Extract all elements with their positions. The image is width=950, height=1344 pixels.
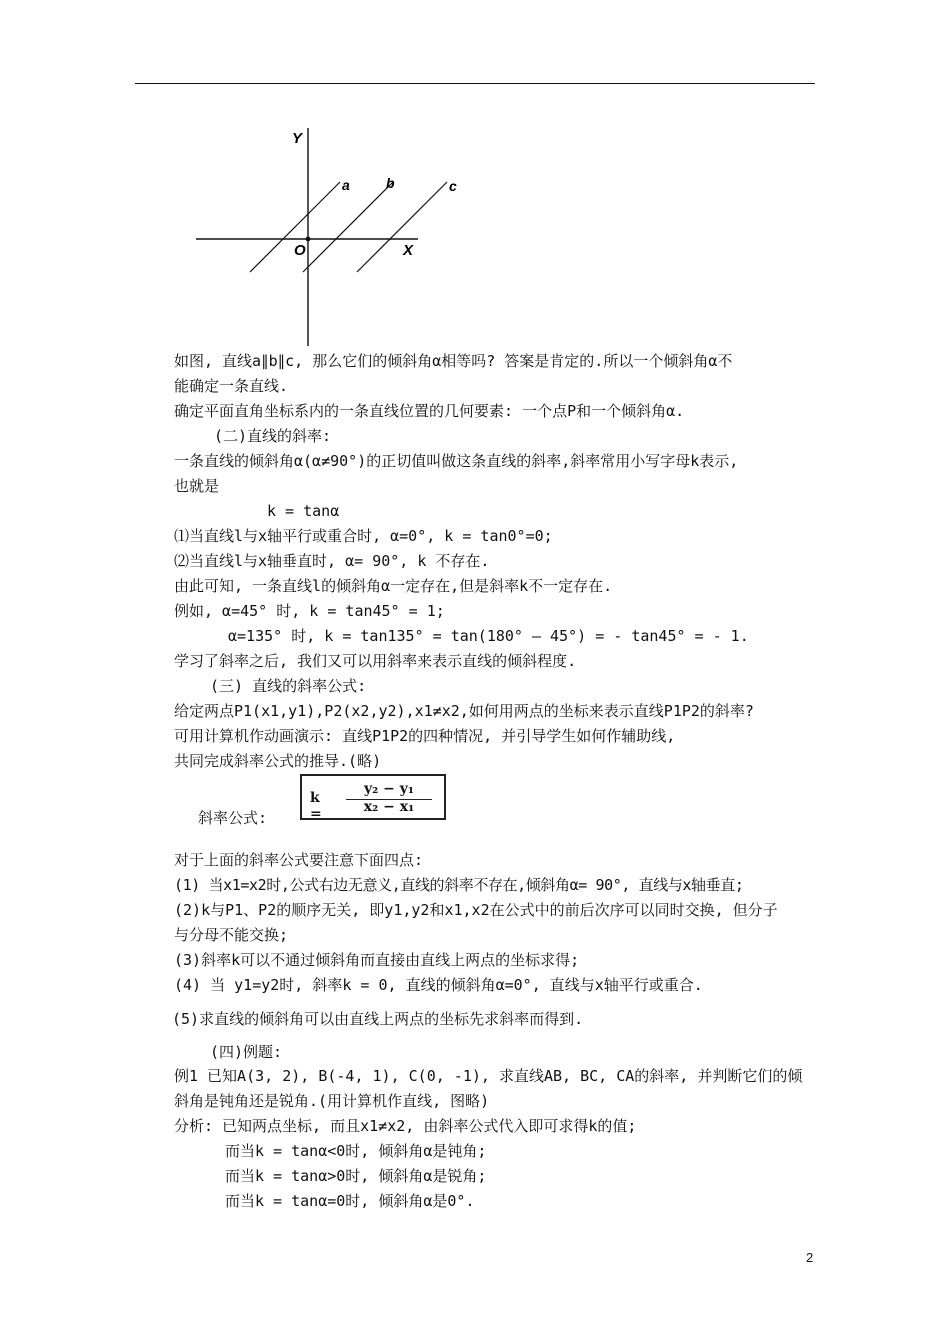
text-line: 能确定一条直线.: [174, 377, 289, 395]
text-line: 与分母不能交换;: [174, 926, 289, 944]
text-line: (4) 当 y1=y2时, 斜率k = 0, 直线的倾斜角α=0°, 直线与x轴平行或重合.: [174, 976, 703, 994]
header-rule: [135, 83, 815, 84]
origin-label: O: [294, 242, 306, 259]
text-line: 学习了斜率之后, 我们又可以用斜率来表示直线的倾斜程度.: [174, 652, 577, 670]
y-axis-label: Y: [292, 130, 303, 147]
page-number: 2: [806, 1250, 814, 1265]
text-line: α=135° 时, k = tan135° = tan(180° — 45°) = - tan45° = - 1.: [228, 627, 749, 645]
text-line: (2)k与P1、P2的顺序无关, 即y1,y2和x1,x2在公式中的前后次序可以同时交换, 但分子: [174, 901, 778, 919]
text-line: (5)求直线的倾斜角可以由直线上两点的坐标先求斜率而得到.: [172, 1010, 584, 1028]
text-line: 而当k = tanα>0时, 倾斜角α是锐角;: [225, 1167, 487, 1185]
text-line: 对于上面的斜率公式要注意下面四点:: [174, 851, 424, 869]
text-line: 分析: 已知两点坐标, 而且x1≠x2, 由斜率公式代入即可求得k的值;: [174, 1117, 637, 1135]
section-heading: (四)例题:: [210, 1043, 283, 1061]
formula-lhs: k =: [310, 790, 322, 822]
text-line: 可用计算机作动画演示: 直线P1P2的四种情况, 并引导学生如何作辅助线,: [174, 727, 676, 745]
line-c: [357, 182, 447, 272]
slope-definition: k = tanα: [267, 502, 340, 520]
text-line: 例1 已知A(3, 2), B(-4, 1), C(0, -1), 求直线AB, BC, CA的斜率, 并判断它们的倾: [174, 1067, 803, 1085]
text-line: 确定平面直角坐标系内的一条直线位置的几何要素: 一个点P和一个倾斜角α.: [174, 402, 685, 420]
formula-numerator: y₂ − y₁: [363, 781, 414, 797]
section-heading: (二)直线的斜率:: [214, 427, 332, 445]
text-line: 给定两点P1(x1,y1),P2(x2,y2),x1≠x2,如何用两点的坐标来表示直线P1P2的斜率?: [174, 702, 754, 720]
line-c-label: c: [449, 178, 457, 194]
text-line: 也就是: [174, 477, 220, 495]
origin-point: [306, 237, 311, 242]
text-line: 由此可知, 一条直线l的倾斜角α一定存在,但是斜率k不一定存在.: [174, 577, 613, 595]
text-line: 而当k = tanα<0时, 倾斜角α是钝角;: [225, 1142, 487, 1160]
formula-denominator: x₂ − x₁: [363, 799, 415, 815]
text-line: ⑵当直线l与x轴垂直时, α= 90°, k 不存在.: [174, 552, 490, 570]
section-heading: (三) 直线的斜率公式:: [210, 677, 367, 695]
line-b: [303, 182, 393, 272]
text-line: 例如, α=45° 时, k = tan45° = 1;: [174, 602, 445, 620]
slope-formula-box: [300, 774, 446, 820]
text-line: (1) 当x1=x2时,公式右边无意义,直线的斜率不存在,倾斜角α= 90°, 直线与x轴垂直;: [174, 876, 744, 894]
text-line: 共同完成斜率公式的推导.(略): [174, 752, 382, 770]
formula-label: 斜率公式:: [198, 809, 268, 827]
text-line: (3)斜率k可以不通过倾斜角而直接由直线上两点的坐标求得;: [174, 951, 580, 969]
line-a-label: a: [342, 177, 350, 193]
x-axis-label: X: [403, 242, 414, 259]
text-line: 而当k = tanα=0时, 倾斜角α是0°.: [225, 1192, 475, 1210]
text-line: 如图, 直线a∥b∥c, 那么它们的倾斜角α相等吗? 答案是肯定的.所以一个倾斜角α不: [174, 352, 733, 370]
parallel-lines-figure: [190, 118, 470, 350]
text-line: ⑴当直线l与x轴平行或重合时, α=0°, k = tan0°=0;: [174, 527, 553, 545]
text-line: 一条直线的倾斜角α(α≠90°)的正切值叫做这条直线的斜率,斜率常用小写字母k表示,: [174, 452, 739, 470]
line-b-label: b: [386, 175, 395, 191]
text-line: 斜角是钝角还是锐角.(用计算机作直线, 图略): [174, 1092, 490, 1110]
